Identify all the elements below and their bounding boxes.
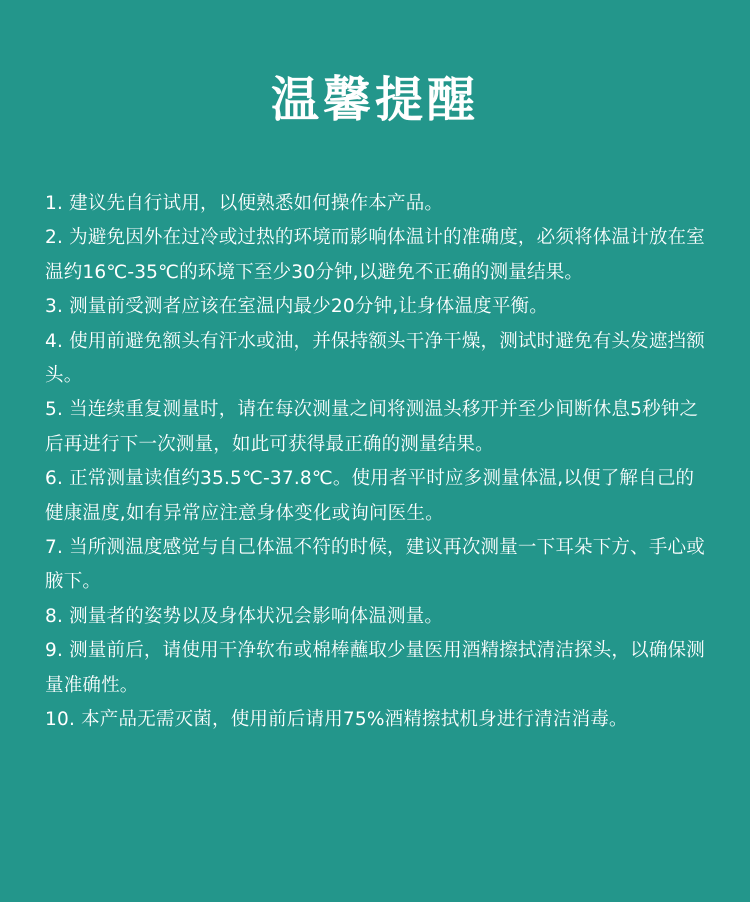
reminder-list xyxy=(45,187,707,738)
list-item: 4. 使用前避免额头有汗水或油，并保持额头干净干燥，测试时避免有头发遮挡额头。 xyxy=(45,330,705,387)
list-item: 8. 测量者的姿势以及身体状况会影响体温测量。 xyxy=(45,605,444,627)
list-item: 9. 测量前后，请使用干净软布或棉棒蘸取少量医用酒精擦拭清洁探头，以确保测量准确性。 xyxy=(45,640,705,696)
list-item: 7. 当所测温度感觉与自己体温不符的时候，建议再次测量一下耳朵下方、手心或腋下。 xyxy=(45,537,705,593)
list-item: 3. 测量前受测者应该在室温内最少20分钟,让身体温度平衡。 xyxy=(45,296,548,318)
list-item: 10. 本产品无需灭菌，使用前后请用75%酒精擦拭机身进行清洁消毒。 xyxy=(45,709,628,731)
list-item: 5. 当连续重复测量时，请在每次测量之间将测温头移开并至少间断休息5秒钟之后再进行下一次测量，如此可获得最正确的测量结果。 xyxy=(45,399,699,455)
page-title: 温馨提醒 xyxy=(270,72,479,128)
list-item: 1. 建议先自行试用，以便熟悉如何操作本产品。 xyxy=(45,193,444,214)
list-item: 6. 正常测量读值约35.5℃-37.8℃。使用者平时应多测量体温,以便了解自己的健康温度,如有异常应注意身体变化或询问医生。 xyxy=(45,468,695,524)
list-item: 2. 为避免因外在过冷或过热的环境而影响体温计的准确度，必须将体温计放在室温约16℃-35℃的环境下至少30分钟,以避免不正确的测量结果。 xyxy=(45,227,705,283)
